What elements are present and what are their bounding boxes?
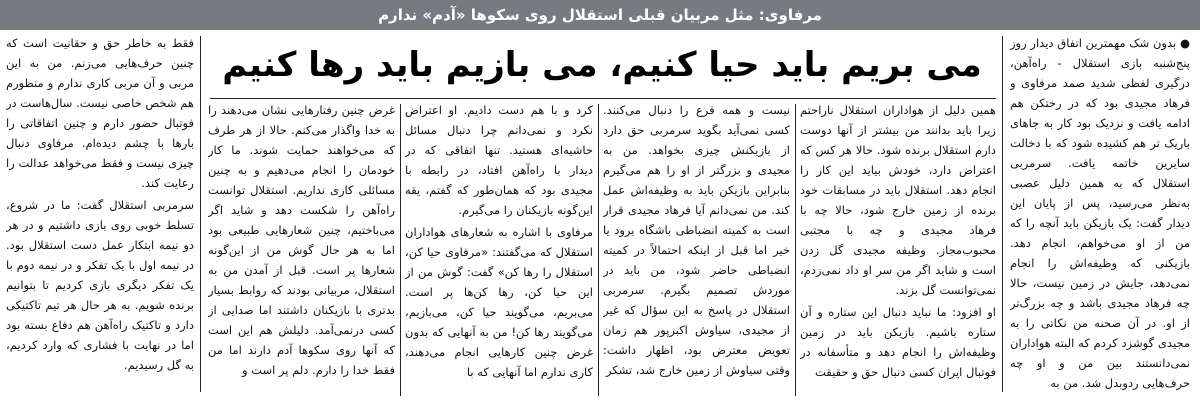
headline-rule	[210, 98, 996, 99]
headline: می بریم باید حیا کنیم، می بازیم باید رها کنیم	[222, 45, 982, 85]
column-1-paragraph-1: ● بدون شک مهمترین اتفاق دیدار روز پنج‌شنبه بازی استقلال - راه‌آهن، درگیری لفظی شدید صمد مرفاوی و فرهاد مجیدی بود که در رختکن هم ادامه یافت و نزدیک بود کار به جاهای باریک تر هم کشیده شود که با دخالت سایرین خاتمه یافت. سرمربی استقلال که به همین دلیل عصبی به‌نظر می‌رسید، پس از پایان این دیدار گفت: یک بازیکن باید آنچه را که من از او می‌خواهم، انجام دهد. بازیکنی که وظیفه‌اش را انجام نمی‌دهد، جایش در زمین نیست، حالا چه فرهاد مجیدی باشد و چه بزرگ‌تر از او. در آن صحنه من نکاتی را به مجیدی گوشزد کردم که البته هواداران نمی‌دانستند بین من و او چه حرف‌هایی ردوبدل شد. من به	[1010, 36, 1190, 390]
article-column-3	[603, 100, 790, 397]
column-6-paragraph-2: سرمربی استقلال گفت: ما در شروع، تسلط خوبی روی بازی داشتیم و در هر دو نیمه ابتکار عمل دست استقلال بود. در نیمه اول با یک تفکر و در نیمه دوم با یک تفکر دیگری بازی کردیم تا بتوانیم برنده شویم. به هر حال هر تیم تاکتیکی دارد و تاکتیک راه‌آهن هم دفاع بسته بود اما در نهایت با فشاری که وارد کردیم، به گل رسیدیم.	[6, 198, 194, 372]
header-bar-text: مرفاوی: مثل مربیان قبلی استقلال روی سکوها «آدم» ندارم	[378, 6, 822, 24]
column-6-paragraph-1: فقط به خاطر حق و حقانیت است که چنین حرف‌هایی می‌زنم. من به این مربی و آن مربی کاری ندارم و منظورم هم شخص خاصی نیست. سال‌هاست در فوتبال حضور دارم و چنین اتفاقاتی را بارها با چشم دیده‌ام. مرفاوی دنبال چیزی نیست و فقط می‌خواهد عدالت را رعایت کند.	[6, 36, 194, 190]
column-5-paragraph-1: غرض چنین رفتارهایی نشان می‌دهند را به خدا واگذار می‌کنم. حالا از هر طرف که می‌خواهند حمایت شوند. ما کار خودمان را انجام می‌دهیم و به چنین مسائلی کاری نداریم. استقلال توانست راه‌آهن را شکست دهد و شاید اگر می‌باختیم، چنین شعارهایی طبیعی بود اما به هر حال گوش من از این‌گونه شعارها پر است. قبل از آمدن من به استقلال، مربیانی بودند که روابط بسیار بدتری با بازیکنان داشتند اما صدایی از کسی درنمی‌آمد. دلیلش هم این است که آنها روی سکوها آدم دارند اما من فقط خدا را دارم. دلم پر است و	[208, 103, 395, 377]
column-divider	[400, 104, 401, 396]
column-2-paragraph-2: او افزود: ما نباید دنبال این ستاره و آن ستاره باشیم. بازیکن باید در زمین وظیفه‌اش را انجام دهد و متأسفانه در فوتبال ایران کسی دنبال حق و حقیقت	[800, 305, 996, 379]
column-divider	[598, 104, 599, 396]
column-4-paragraph-2: مرفاوی با اشاره به شعارهای هواداران استقلال که می‌گفتند: «مرفاوی حیا کن، استقلال را رها کن» گفت: گوش من از این حیا کن، رها کن‌ها پر است. می‌بریم، می‌گویند حیا کن، می‌بازیم، می‌گویند رها کن! من به آنهایی که بدون غرض چنین کارهایی انجام می‌دهند، کاری ندارم اما آنهایی که با	[405, 225, 593, 379]
column-divider	[1002, 36, 1003, 392]
column-divider	[200, 36, 201, 392]
article-column-6	[6, 33, 194, 397]
column-2-paragraph-1: همین دلیل از هواداران استقلال ناراحتم زیرا باید بدانند من بیشتر از آنها دوست دارم استقلال برنده شود. حالا هر کس که اعتراض دارد، خودش بیاید این کار را انجام دهد. استقلال باید در مسابقات خود برنده از زمین خارج شود، حالا چه با فرهاد مجیدی و چه با مجتبی محبوب‌مجاز. وظیفه مجیدی گل زدن است و شاید اگر من سر او داد نمی‌زدم، نمی‌توانست گل بزند.	[800, 103, 996, 297]
article-column-1	[1010, 33, 1190, 397]
article-column-5	[208, 100, 395, 397]
column-divider	[795, 104, 796, 396]
column-3-paragraph-1: نیست و همه فرع را دنبال می‌کنند. کسی نمی‌آید بگوید سرمربی حق دارد از بازیکنش چیزی بخواهد. من به مجیدی و بزرگتر از او را هم می‌گیرم بنابراین بازیکن باید به وظیفه‌اش عمل کند. من نمی‌دانم آیا فرهاد مجیدی قرار است به کمیته انضباطی باشگاه برود یا خیر اما قبل از اینکه احتمالاً در کمیته انضباطی حاضر شود، من باید در موردش تصمیم بگیرم. سرمربی استقلال در پاسخ به این سؤال که غیر از مجیدی، سیاوش اکبرپور هم زمان تعویض معترض بود، اظهار داشت: وقتی سیاوش از زمین خارج شد، تشکر	[603, 103, 790, 377]
article-column-2	[800, 100, 996, 397]
header-bar	[0, 0, 1200, 30]
column-4-paragraph-1: کرد و با هم دست دادیم. او اعتراض نکرد و نمی‌دانم چرا دنبال مسائل حاشیه‌ای هستید. تنها اتفاقی که در دیدار با راه‌آهن افتاد، در رابطه با مجیدی بود که همان‌طور که گفتم، یقه این‌گونه بازیکنان را می‌گیرم.	[405, 103, 593, 217]
article-column-4	[405, 100, 593, 397]
